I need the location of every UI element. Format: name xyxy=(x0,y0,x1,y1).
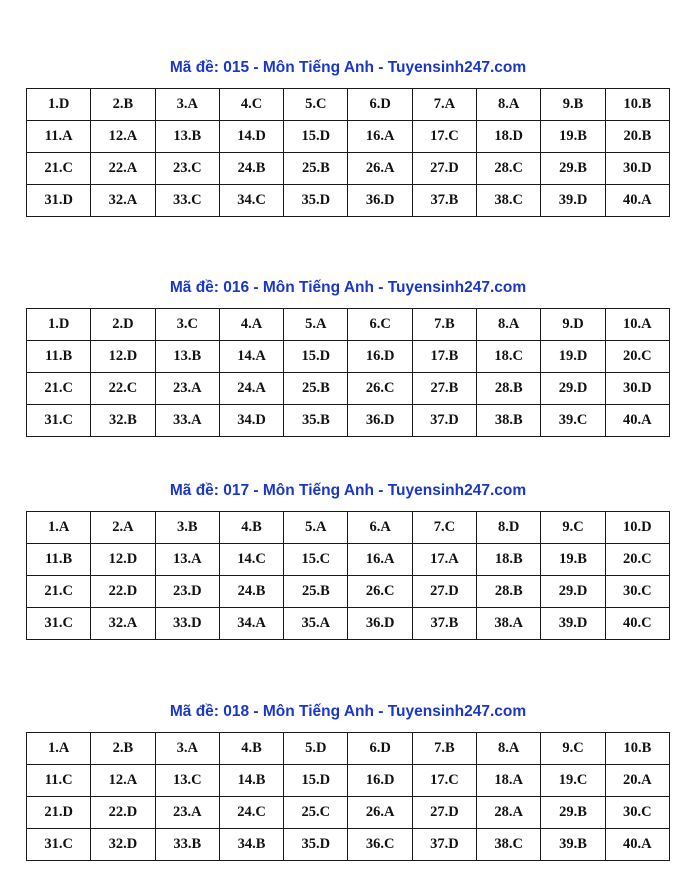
answer-cell: 29.D xyxy=(541,373,605,405)
answer-cell: 14.D xyxy=(219,121,283,153)
answer-cell: 28.C xyxy=(477,153,541,185)
answer-cell: 30.D xyxy=(605,373,669,405)
answer-cell: 40.A xyxy=(605,185,669,217)
answer-cell: 16.D xyxy=(348,341,412,373)
answer-cell: 32.A xyxy=(91,608,155,640)
answer-cell: 11.A xyxy=(27,121,91,153)
answer-cell: 9.C xyxy=(541,512,605,544)
answer-cell: 13.C xyxy=(155,765,219,797)
answer-cell: 9.B xyxy=(541,89,605,121)
answer-cell: 37.D xyxy=(412,829,476,861)
answer-cell: 21.C xyxy=(27,153,91,185)
answer-cell: 19.D xyxy=(541,341,605,373)
answer-cell: 12.A xyxy=(91,765,155,797)
answer-cell: 31.D xyxy=(27,185,91,217)
answer-cell: 35.D xyxy=(284,185,348,217)
answer-cell: 39.B xyxy=(541,829,605,861)
answer-cell: 25.B xyxy=(284,153,348,185)
answer-cell: 37.B xyxy=(412,608,476,640)
answer-cell: 24.C xyxy=(219,797,283,829)
answer-cell: 36.D xyxy=(348,405,412,437)
answer-cell: 16.A xyxy=(348,544,412,576)
answer-table-017 xyxy=(26,511,670,640)
answer-cell: 26.C xyxy=(348,373,412,405)
answer-cell: 15.D xyxy=(284,121,348,153)
answer-cell: 25.B xyxy=(284,373,348,405)
answer-cell: 29.D xyxy=(541,576,605,608)
answer-cell: 26.A xyxy=(348,797,412,829)
answer-cell: 18.A xyxy=(477,765,541,797)
answer-cell: 13.B xyxy=(155,121,219,153)
answer-cell: 17.C xyxy=(412,121,476,153)
answer-cell: 8.A xyxy=(477,733,541,765)
table-row xyxy=(27,341,670,373)
answer-cell: 22.D xyxy=(91,576,155,608)
answer-cell: 3.B xyxy=(155,512,219,544)
answer-cell: 26.C xyxy=(348,576,412,608)
answer-cell: 8.A xyxy=(477,89,541,121)
answer-cell: 18.B xyxy=(477,544,541,576)
section-title-018: Mã đề: 018 - Môn Tiếng Anh - Tuyensinh247.com xyxy=(169,703,527,720)
answer-table-018 xyxy=(26,732,670,861)
answer-cell: 39.C xyxy=(541,405,605,437)
answer-cell: 7.C xyxy=(412,512,476,544)
answer-cell: 40.A xyxy=(605,829,669,861)
answer-cell: 24.A xyxy=(219,373,283,405)
answer-cell: 4.C xyxy=(219,89,283,121)
answer-cell: 12.D xyxy=(91,341,155,373)
table-row xyxy=(27,121,670,153)
answer-cell: 10.B xyxy=(605,733,669,765)
answer-cell: 25.C xyxy=(284,797,348,829)
answer-cell: 28.B xyxy=(477,373,541,405)
answer-cell: 20.B xyxy=(605,121,669,153)
answer-cell: 4.B xyxy=(219,733,283,765)
answer-cell: 13.A xyxy=(155,544,219,576)
answer-cell: 33.B xyxy=(155,829,219,861)
answer-cell: 20.C xyxy=(605,544,669,576)
answer-table-016 xyxy=(26,308,670,437)
answer-cell: 15.D xyxy=(284,765,348,797)
answer-cell: 2.D xyxy=(91,309,155,341)
answer-cell: 22.D xyxy=(91,797,155,829)
table-row xyxy=(27,829,670,861)
answer-cell: 23.C xyxy=(155,153,219,185)
answer-cell: 31.C xyxy=(27,405,91,437)
answer-cell: 30.C xyxy=(605,797,669,829)
answer-cell: 5.A xyxy=(284,512,348,544)
answer-cell: 28.A xyxy=(477,797,541,829)
answer-cell: 1.A xyxy=(27,512,91,544)
answer-cell: 4.B xyxy=(219,512,283,544)
table-row xyxy=(27,797,670,829)
answer-cell: 29.B xyxy=(541,797,605,829)
answer-cell: 34.C xyxy=(219,185,283,217)
answer-cell: 17.C xyxy=(412,765,476,797)
answer-cell: 27.D xyxy=(412,797,476,829)
table-row xyxy=(27,89,670,121)
table-row xyxy=(27,576,670,608)
answer-cell: 31.C xyxy=(27,608,91,640)
answer-cell: 11.C xyxy=(27,765,91,797)
answer-cell: 25.B xyxy=(284,576,348,608)
answer-cell: 39.D xyxy=(541,185,605,217)
answer-cell: 16.A xyxy=(348,121,412,153)
answer-cell: 36.D xyxy=(348,185,412,217)
answer-cell: 1.A xyxy=(27,733,91,765)
answer-cell: 7.A xyxy=(412,89,476,121)
answer-cell: 11.B xyxy=(27,341,91,373)
answer-cell: 3.A xyxy=(155,733,219,765)
table-row xyxy=(27,608,670,640)
answer-cell: 12.D xyxy=(91,544,155,576)
answer-cell: 38.C xyxy=(477,185,541,217)
answer-cell: 21.C xyxy=(27,373,91,405)
answer-cell: 12.A xyxy=(91,121,155,153)
answer-cell: 13.B xyxy=(155,341,219,373)
answer-cell: 4.A xyxy=(219,309,283,341)
answer-cell: 23.A xyxy=(155,373,219,405)
answer-cell: 18.D xyxy=(477,121,541,153)
answer-cell: 23.A xyxy=(155,797,219,829)
table-row xyxy=(27,733,670,765)
section-title-015: Mã đề: 015 - Môn Tiếng Anh - Tuyensinh247.com xyxy=(169,59,527,76)
table-row xyxy=(27,185,670,217)
answer-cell: 35.B xyxy=(284,405,348,437)
answer-cell: 16.D xyxy=(348,765,412,797)
table-row xyxy=(27,309,670,341)
answer-cell: 17.A xyxy=(412,544,476,576)
answer-cell: 7.B xyxy=(412,733,476,765)
answer-cell: 5.C xyxy=(284,89,348,121)
answer-cell: 2.B xyxy=(91,89,155,121)
answer-cell: 27.B xyxy=(412,373,476,405)
answer-cell: 34.D xyxy=(219,405,283,437)
answer-cell: 3.C xyxy=(155,309,219,341)
answer-cell: 32.D xyxy=(91,829,155,861)
answer-cell: 30.C xyxy=(605,576,669,608)
answer-cell: 1.D xyxy=(27,89,91,121)
answer-cell: 21.C xyxy=(27,576,91,608)
answer-cell: 19.B xyxy=(541,544,605,576)
answer-cell: 20.A xyxy=(605,765,669,797)
answer-cell: 38.B xyxy=(477,405,541,437)
answer-cell: 20.C xyxy=(605,341,669,373)
answer-cell: 8.A xyxy=(477,309,541,341)
answer-cell: 33.C xyxy=(155,185,219,217)
answer-cell: 24.B xyxy=(219,153,283,185)
answer-cell: 14.C xyxy=(219,544,283,576)
answer-table-015 xyxy=(26,88,670,217)
table-row xyxy=(27,765,670,797)
answer-cell: 33.A xyxy=(155,405,219,437)
answer-cell: 6.C xyxy=(348,309,412,341)
answer-cell: 37.D xyxy=(412,405,476,437)
table-row xyxy=(27,373,670,405)
answer-cell: 11.B xyxy=(27,544,91,576)
answer-cell: 28.B xyxy=(477,576,541,608)
answer-cell: 5.D xyxy=(284,733,348,765)
table-row xyxy=(27,512,670,544)
answer-cell: 34.B xyxy=(219,829,283,861)
answer-cell: 38.C xyxy=(477,829,541,861)
answer-cell: 1.D xyxy=(27,309,91,341)
answer-cell: 32.B xyxy=(91,405,155,437)
answer-cell: 40.C xyxy=(605,608,669,640)
answer-cell: 27.D xyxy=(412,153,476,185)
answer-cell: 37.B xyxy=(412,185,476,217)
answer-cell: 14.A xyxy=(219,341,283,373)
answer-cell: 33.D xyxy=(155,608,219,640)
answer-cell: 27.D xyxy=(412,576,476,608)
answer-cell: 23.D xyxy=(155,576,219,608)
answer-cell: 32.A xyxy=(91,185,155,217)
answer-cell: 10.D xyxy=(605,512,669,544)
section-title-016: Mã đề: 016 - Môn Tiếng Anh - Tuyensinh247.com xyxy=(169,279,527,296)
answer-cell: 36.D xyxy=(348,608,412,640)
answer-cell: 9.D xyxy=(541,309,605,341)
answer-cell: 29.B xyxy=(541,153,605,185)
answer-cell: 34.A xyxy=(219,608,283,640)
answer-cell: 19.B xyxy=(541,121,605,153)
answer-cell: 8.D xyxy=(477,512,541,544)
answer-cell: 31.C xyxy=(27,829,91,861)
answer-cell: 35.A xyxy=(284,608,348,640)
answer-cell: 39.D xyxy=(541,608,605,640)
answer-cell: 6.D xyxy=(348,89,412,121)
answer-cell: 35.D xyxy=(284,829,348,861)
answer-cell: 26.A xyxy=(348,153,412,185)
answer-cell: 3.A xyxy=(155,89,219,121)
answer-cell: 38.A xyxy=(477,608,541,640)
answer-cell: 5.A xyxy=(284,309,348,341)
answer-cell: 21.D xyxy=(27,797,91,829)
answer-cell: 10.A xyxy=(605,309,669,341)
answer-cell: 10.B xyxy=(605,89,669,121)
answer-cell: 30.D xyxy=(605,153,669,185)
answer-cell: 7.B xyxy=(412,309,476,341)
answer-cell: 9.C xyxy=(541,733,605,765)
table-row xyxy=(27,405,670,437)
answer-cell: 15.C xyxy=(284,544,348,576)
answer-cell: 2.A xyxy=(91,512,155,544)
answer-cell: 40.A xyxy=(605,405,669,437)
table-row xyxy=(27,544,670,576)
answer-cell: 22.A xyxy=(91,153,155,185)
answer-cell: 6.A xyxy=(348,512,412,544)
section-title-017: Mã đề: 017 - Môn Tiếng Anh - Tuyensinh247.com xyxy=(169,482,527,499)
answer-cell: 17.B xyxy=(412,341,476,373)
answer-cell: 19.C xyxy=(541,765,605,797)
answer-cell: 36.C xyxy=(348,829,412,861)
answer-cell: 2.B xyxy=(91,733,155,765)
answer-cell: 24.B xyxy=(219,576,283,608)
answer-cell: 6.D xyxy=(348,733,412,765)
table-row xyxy=(27,153,670,185)
answer-cell: 15.D xyxy=(284,341,348,373)
answer-cell: 14.B xyxy=(219,765,283,797)
answer-cell: 22.C xyxy=(91,373,155,405)
answer-cell: 18.C xyxy=(477,341,541,373)
